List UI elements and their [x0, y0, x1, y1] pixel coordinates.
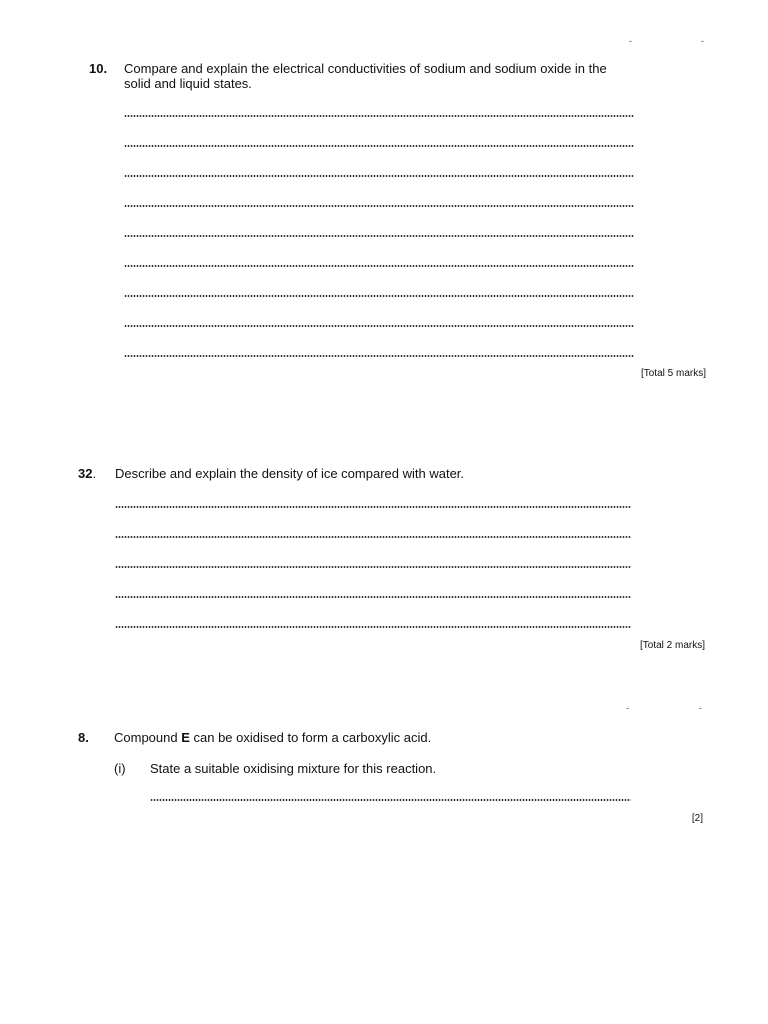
corner-mark: - [629, 36, 632, 46]
answer-line[interactable] [115, 626, 631, 628]
answer-line[interactable] [124, 205, 634, 207]
sub-question-label: (i) [114, 761, 126, 776]
question-number: 10. [89, 61, 108, 76]
answer-line[interactable] [124, 355, 634, 357]
question-text: Describe and explain the density of ice compared with water. [115, 466, 465, 481]
corner-mark: - [701, 36, 704, 46]
answer-line[interactable] [115, 566, 631, 568]
answer-line[interactable] [115, 596, 631, 598]
answer-line[interactable] [124, 295, 634, 297]
question-text: Compound E can be oxidised to form a carboxylic acid. [114, 730, 432, 745]
answer-line[interactable] [115, 506, 631, 508]
question-number: 8. [78, 730, 89, 745]
answer-line[interactable] [124, 235, 634, 237]
answer-line[interactable] [150, 799, 631, 801]
corner-mark: - [626, 703, 629, 713]
answer-line[interactable] [124, 175, 634, 177]
compound-label: E [181, 730, 190, 745]
question-text-line1: Compare and explain the electrical conductivities of sodium and sodium oxide in the [124, 61, 607, 76]
total-marks: [Total 2 marks] [639, 640, 705, 651]
answer-line[interactable] [124, 145, 634, 147]
question-text-line2: solid and liquid states. [124, 76, 252, 91]
answer-line[interactable] [124, 325, 634, 327]
marks-label: [2] [691, 813, 703, 824]
corner-mark: - [699, 703, 702, 713]
total-marks: [Total 5 marks] [640, 368, 706, 379]
sub-question-text: State a suitable oxidising mixture for this reaction. [150, 761, 437, 776]
answer-line[interactable] [124, 115, 634, 117]
question-number: 32. [78, 466, 97, 481]
answer-line[interactable] [115, 536, 631, 538]
answer-line[interactable] [124, 265, 634, 267]
